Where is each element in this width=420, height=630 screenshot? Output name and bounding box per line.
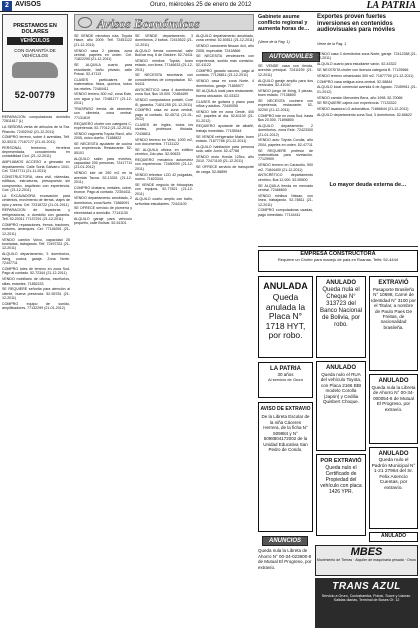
classified-item: VENDO televisor LCD 42 pulgadas, nuevo. 71823344: [135, 172, 193, 182]
classified-item: VENDO terreno en Caracollo, 500 m2. 71844400 (21-12-2011): [258, 163, 313, 172]
classified-item: SE NECESITA ayudante de cocina con experiencia. Restaurante. 52-55101: [74, 142, 132, 155]
classified-item: ALQUILO departamento zona Sud, 3 dormitorios. 52-66622: [317, 112, 412, 117]
classified-item: SE VENDE microbus ruta, Toyota Hiace, año 2009. Telf. 72451122 (21-12-2011): [74, 34, 132, 47]
classified-item: ANTICRÉTICO casa 4 dormitorios zona Sud, $us 15.000. 72484499: [135, 88, 193, 97]
classified-item: VENDO terreno 300 m2, zona Este, con agua y luz. 72481177 (21-12-2011): [74, 92, 132, 106]
ad-phone: 52-00779: [14, 90, 56, 100]
classified-item: COMPRO casa antigua zona central. 52-58844: [317, 79, 393, 84]
notice-body: De la Libreta Escolar de la niña Cáceres Herrera, de la ficha N° 509884 y N° 5098804172002 de la Unidad Educativa San Pedro de Condo.: [261, 414, 310, 452]
classified-item: VENDO vagoneta Toyota Rav4, año 2005, único dueño. 71188822: [74, 131, 132, 141]
page-header: [0, 0, 420, 12]
classified-item: SE ALQUILA local para restaurante, buena ubicación. 52-53322: [196, 89, 254, 98]
notice-anulado-padron: [369, 447, 418, 529]
notice-extravio-certificado: [316, 454, 366, 536]
classified-item: SE OFRECE servicio de plomería y electricidad a domicilio. 77141130: [74, 206, 132, 215]
notice-body: Pasaporte Brasileño N° 10698, Carné de Identidad N° 3100 por el Titular, a nombre de Paulo Paes De Freitas, de nacionalidad brasileña.: [371, 287, 416, 330]
newspaper-brand: LA PATRIA: [366, 0, 416, 11]
trans-azul-name: TRANS AZUL: [332, 581, 401, 592]
classified-item: VENDO minibus Toyota, buen estado, con línea. 77146633 (21-12-2011): [135, 58, 193, 72]
classified-item: COMPRO equipo de sonido, amplificadores. 77132299 (21-01-2012): [2, 301, 70, 311]
classified-item: ALQUILO tienda comercial, calle Bolívar esq. 6 de Octubre. 52-74411: [135, 48, 193, 58]
classified-item: VENDO camión Volvo, capacidad 25 toneladas, trabajando. Telf. 72497331 (21-12-2011): [2, 237, 70, 251]
classified-item: VENDO casa en zona Norte, 4 dormitorios, garaje. 71855577: [196, 79, 254, 88]
classified-item: REPARACIÓN computadoras domicilio 72811617 (L): [2, 115, 70, 124]
classified-item: SE REQUIERE señorita para atención al cliente, buena presencia. 52-55781 (21-12-2011): [2, 287, 70, 301]
notice-body: Queda nula la Libreta de Ahorro N° 00-34-000054-6 de Mutual El Progreso, por extravío.: [371, 385, 416, 412]
notice-title: ANULADA: [263, 281, 308, 291]
notice-body: Queda nula el Cheque N° 313723 del Banco Nacional de Bolivia, por robo.: [319, 287, 363, 328]
classified-item: ALQUILO habitación para persona sola, calle Junín. 52-47788: [196, 144, 254, 154]
classified-item: VENDO moto Honda 125cc, año 2010. 72471100 (21-12-2011): [196, 155, 254, 164]
patria-line: 30 años: [277, 372, 294, 377]
classified-item: SE VENDE departamento, 3 dormitorios, 2 baños. 72415522 (21-12-2011): [135, 34, 193, 47]
notice-body: Queda nulo el Padrón Municipal N° 1-21 27964 del Sr. Felix Asencio Cuentas, por extravío.: [371, 458, 416, 491]
classified-item: SE REQUIERE cajera con experiencia. 77133322: [317, 101, 397, 106]
classified-item: ALQUILO cuarto para estudiante varón. 52-43322: [317, 62, 397, 67]
car-illustration: [12, 62, 58, 78]
notice-anulado-libreta-2-body: Queda nula la Libreta de Ahorro N° 00-34-023900-8 de Mutual El Progreso, por extravío.: [258, 548, 312, 570]
news-headline-left: Gabinete asume conflicto regional y aumenta horas de…: [258, 14, 310, 32]
classified-item: VENDO casa 2 plantas, zona central, papeles en orden. Cel. 71822290 (21-12-2011): [74, 48, 132, 62]
classified-item: SE NECESITA chofer con licencia categoría B. 77125566: [317, 68, 409, 72]
classified-column-1: [2, 115, 70, 625]
notice-title: ANULADO: [326, 280, 356, 286]
notice-title: ANULADO: [378, 451, 409, 457]
classified-item: LA SEÑORA venta de artículos de la Sra. Pilarcito. 72402042 (21-12-2011): [2, 125, 70, 134]
classified-item: COMPRO lotes de terreno en zona Sud. Pago al contado. 52-72344 (21-12-2011): [2, 266, 70, 276]
patria-sub: Al servicio de Oruro: [267, 377, 304, 382]
mbes-name: MBES: [350, 546, 383, 558]
classified-item: SE NECESITA secretaria con conocimientos de computación. 52-54411: [135, 73, 193, 87]
la-patria-box: [258, 362, 313, 398]
notice-extravio-pasaporte: [369, 276, 418, 371]
classified-item: VENDO camión Mercedes Benz, año 1998. 52-70066: [317, 95, 403, 100]
classified-item: AMPLIAMOS ACCESO a gimnasio en departamento. Calle Soria Galvarro 1041. Cel: 72447711 (21-11-2011): [2, 160, 70, 174]
classified-column-2: [74, 34, 132, 626]
classified-item: SE VENDE refrigerador Mabe, buen estado. 71877766 (21-12-2011): [196, 134, 254, 144]
section-name: AVISOS: [15, 1, 41, 8]
classified-item: SE VENDE negocio de fotocopias con equipos. 52-77821 (21-12-2011): [135, 182, 193, 196]
classified-item: VENDO terreno urbanizado 300 m2. 71877700 (21-12-2011): [317, 73, 414, 78]
news-box-title: Lo mayor deuda externa de…: [329, 182, 407, 188]
classified-item: ALQUILO salón para eventos, capacidad 200 personas. 72417711 (21-01-2012): [74, 156, 132, 170]
classified-item: VENDO mobiliario de oficina, escritorios, sillas, estantes. 71852233: [2, 277, 70, 286]
classified-item: SE VENDE casa con tienda, avenida principal. 72411199 (21-12-2011): [258, 64, 313, 77]
classified-item: SE OFRECE servicio de transporte de carga. 52-58899: [196, 165, 254, 174]
classified-item: COMPRO casa en zona central, pago al contado. 52-45711 (21-01-2012): [135, 108, 193, 122]
news-column-right: [317, 52, 417, 180]
news-kicker-left: (Viene de la Pag. 1): [258, 40, 290, 44]
mbes-advertisement: [315, 545, 418, 576]
ad-subheadline: VEHÍCULOS: [7, 37, 63, 45]
classified-item: VENDO minibus Nissan, con línea, trabajando. 52-78811 (21-12-2011): [258, 193, 313, 207]
divider: [258, 246, 418, 247]
classified-item: COMPRO computadoras usadas, pago inmediato. 77144411: [258, 208, 313, 217]
classified-column-4: [196, 34, 254, 626]
ad-headline: PRESTAMOS EN DOLARES: [13, 23, 57, 35]
mbes-sub: Movimiento de Tierras · Alquiler de maquinaria pesada · Oruro: [316, 558, 417, 562]
classified-item: REQUIERO mecánico automotriz con experiencia. 72480099 (21-12-2011): [135, 158, 193, 171]
notice-title: EXTRAVIÓ: [378, 280, 409, 286]
notice-anulada-placa: [258, 276, 313, 358]
company-title: EMPRESA CONSTRUCTORA: [300, 251, 376, 257]
classified-item: SE ALQUILA oficina en edificio céntrico, 2do piso. 52-50633: [135, 147, 193, 157]
classified-item: VENDO camioneta Nissan 4x4, año 2008, impecable. 72418866: [196, 44, 254, 53]
classified-item: VENDO casa 3 dormitorios zona Norte, garaje. 72412288 (21-12-2011): [317, 52, 417, 61]
company-body: Requiere un Chófer para manejo de pala en Ruanas. Telfs: 52-4444: [277, 257, 399, 262]
notice-title: ANULADO: [381, 533, 406, 539]
news-kicker-right: Viene de la Pag. 1: [317, 42, 347, 46]
classified-item: LA EXCAVADORA excavación para cimientos, movimiento de tierras, viajes de ripio y arena. Cel: 72318722 (21-01-2011): [2, 193, 70, 207]
patria-name: LA PATRIA: [270, 366, 301, 372]
classified-item: PERSONAL femenino, ferretera depresentada, conocimiento en contabilidad Ccd. (21-12-2011): [2, 145, 70, 159]
classified-item: SE ALQUILA tienda en mercado central. 72466600: [258, 183, 313, 193]
notice-title: AVISO DE EXTRAVIO: [260, 406, 311, 412]
classified-item: CLASES particulares de matemática, física, química, todos los niveles. 72484411: [74, 77, 132, 91]
notice-anulado-libreta-2: [369, 532, 418, 542]
trans-azul-advertisement: [315, 578, 418, 628]
classified-item: REQUIERO chofer con categoría C, experiencia. 52-77012 (21-12-2011): [74, 121, 132, 131]
classified-item: VENDO computadora portátil, Core i5, garantía. 71811255 (21-12-2011): [135, 98, 193, 107]
classified-item: VENDO auto Toyota Corolla, año 2004, papeles en orden. 52-47711: [258, 138, 313, 147]
banner-title: Avisos Económicos: [97, 16, 200, 31]
news-headline-right: Exportes proven fuertes inversiones en contenidos audiovisuales para móviles: [317, 14, 396, 34]
notice-body: Queda nulo el RUA del vehículo Toyota, con Placa 2166 BBI modelo Corolla (Japón) y Cedilia Quisbert Choque.: [320, 372, 362, 405]
classified-column-3: [135, 34, 193, 626]
notice-title: ANULADO: [378, 378, 409, 384]
classified-item: ALQUILO departamento, 3 dormitorios, living, cocina, garaje. Zona Norte. 72447711: [2, 252, 70, 266]
loan-advertisement: [2, 14, 68, 112]
notice-title: POR EXTRAVIÓ: [320, 458, 362, 464]
classified-item: VENDO lavadora LG automática. 71866644 (21-12-2011): [317, 107, 409, 112]
classified-column-5: [258, 64, 313, 244]
classified-item: COMPRO chatarra, metales, cobre, bronce. Pago al contado. 72304411: [74, 185, 132, 195]
classified-item: TRASPASO tienda de abarrotes con clientela, zona central. 77131819: [74, 107, 132, 120]
classified-item: COMPRO lote en zona Sud, hasta $us 20.000. 71898800: [258, 113, 313, 123]
page-number: 2: [2, 1, 12, 11]
classified-item: COMPRO ganado vacuno, pago al contado. 77128811 (21-12-2011): [196, 69, 254, 78]
trans-azul-sub: Servicio a Oruro, Cochabamba, Potosí, Sucre y Llaman. Salidas diarias, Terminal de Buses Of. 12: [321, 594, 412, 603]
notice-anulado-libreta: [369, 374, 418, 444]
classified-item: CLASES de guitarra y piano para niños y adultos. 72440055: [196, 99, 254, 109]
banner-logo-icon: [78, 17, 92, 28]
classified-item: VENDO lote de 250 m2 en la avenida Tacna. 52-13301 (21-12-2011): [74, 171, 132, 185]
classified-item: CONSTRUCTORA, obra civil, viviendas, edificios, estructuras, presupuesto sin compromiso, arquitecto con experiencia. Ccd. (21-12-2011): [2, 174, 70, 193]
classified-item: ALQUILO departamento amoblado, zona central. 52-50511 (21-12-2011): [196, 34, 254, 43]
classified-item: SE NECESITA vendedores con experiencia, sueldo más comisión. 52-41122: [196, 54, 254, 68]
section-tag-autos: AUTOMOVILES: [262, 52, 320, 62]
classified-item: COMPRO reparaciones, frenos, tractores, motores, arranques. Cel: 77146391 (21-12-2011): [2, 223, 70, 236]
classified-item: VENDO terreno en Vinto, 1000 m2, con documentos. 77131122: [135, 137, 193, 147]
company-notice: [258, 250, 418, 272]
notice-body: Queda nulo el Certificado de Propiedad del vehículo con placa 1426 YPR.: [320, 465, 362, 495]
classified-item: SE REQUIERE profesor de matemáticas para nivelación. 77129900: [258, 148, 313, 162]
notice-aviso-extravio: [258, 402, 313, 532]
notice-body: Queda anulada la Placa N° 1718 HYT, por robo.: [265, 292, 306, 340]
classified-item: COMPRO terreno, sobre 4 avenidas, Telf. 52-50211 77167177 (21-10-2011): [2, 135, 70, 144]
classified-item: ANTICRÉTICO departamento céntrico, $us 12.000. 52-55500: [258, 173, 313, 182]
notice-anulado-cheque: [316, 276, 366, 358]
section-tag-anuncios: ANUNCIOS: [262, 536, 308, 546]
issue-date: Oruro, miércoles 25 de enero de 2012: [150, 2, 252, 8]
notice-anulado-ruat: [316, 361, 366, 451]
notice-title: ANULADO: [326, 365, 356, 371]
classified-item: VENDO departamento amoblado, 2 dormitorios, zona Norte. 71866091: [74, 196, 132, 205]
classified-item: ALQUILO cuarto amplio con baño, señoritas estudiantes. 72441100: [135, 197, 193, 206]
classified-item: VENDO juego de living, 3 piezas, buen estado. 77136600: [258, 88, 313, 98]
classified-item: REPARACION de lavadoras y refrigeradoras, a domicilio con garantía. Telf. 52-20311 77137291 (21-12-2011): [2, 208, 70, 222]
classified-item: VENDO lote en zona Oeste, 400 m2, papeles al día. 52-61100 (21-01-2012): [196, 109, 254, 123]
classified-item: ALQUILO garaje para vehículo pequeño, calle Bolívar. 52-51301: [74, 216, 132, 225]
classified-item: REQUIERO ayudante de albañil, trabajo inmediato. 77135544: [196, 124, 254, 133]
classified-item: ALQUILO local comercial avenida 6 de Agosto. 72459911 (21-01-2012): [317, 85, 417, 94]
ad-caption: CON GARANTÍA DE VEHÍCULOS: [14, 48, 56, 58]
classified-item: ALQUILO departamento 2 dormitorios, zona Este. 72423300 (21-01-2012): [258, 123, 313, 137]
classified-item: SE ALQUILA cuarto para estudiante, baño privado, calle Potosí. 52-47113: [74, 63, 132, 77]
classified-item: SE NECESITA cocinera con experiencia, restaurante. 52-52200 (21-12-2011): [258, 99, 313, 112]
classifieds-banner: [74, 14, 254, 31]
classified-item: ALQUILO garaje amplio para dos vehículos. 52-41010: [258, 78, 313, 88]
classified-item: CLASES de inglés, todos los niveles, profesora titulada. 72438811: [135, 123, 193, 136]
